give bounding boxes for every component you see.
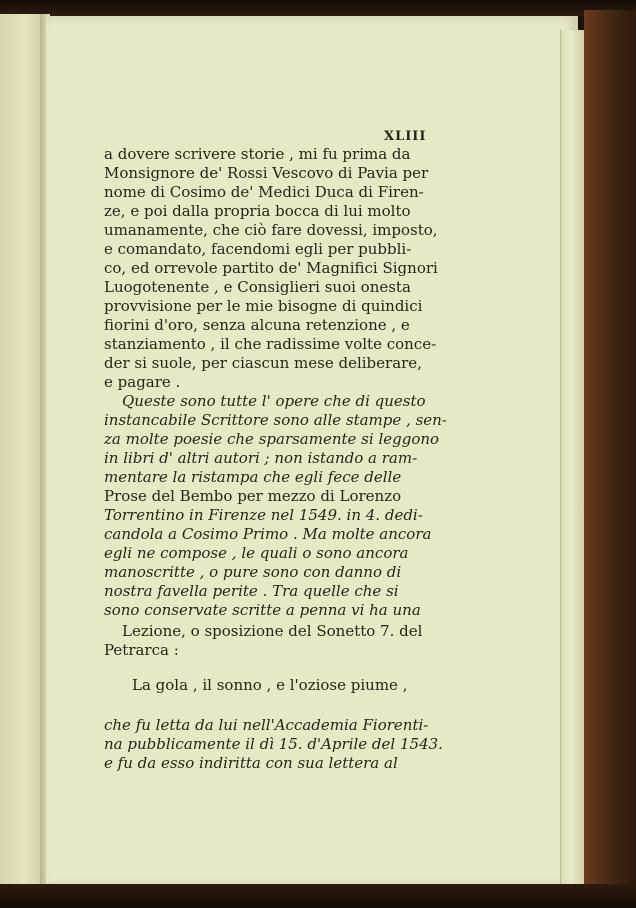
book-cover-top [0, 0, 636, 16]
text-line: manoscritte , o pure sono con danno di [104, 563, 402, 581]
text-line: a dovere scrivere storie , mi fu prima da [104, 145, 411, 163]
text-line: Monsignore de' Rossi Vescovo di Pavia per [104, 164, 429, 182]
page-fore-edge [560, 30, 587, 885]
text-line: e fu da esso indiritta con sua lettera al [104, 754, 398, 772]
text-line: e comandato, facendomi egli per pubbli- [104, 240, 412, 258]
text-line: Lezione, o sposizione del Sonetto 7. del [122, 622, 423, 640]
text-line: stanziamento , il che radissime volte conce- [104, 335, 437, 353]
quoted-verse: La gola , il sonno , e l'oziose piume , [132, 676, 408, 694]
text-line: che fu letta da lui nell'Accademia Fiorenti- [104, 716, 429, 734]
text-line: za molte poesie che sparsamente si leggono [104, 430, 440, 448]
text-line: candola a Cosimo Primo . Ma molte ancora [104, 525, 432, 543]
text-line: in libri d' altri autori ; non istando a ram- [104, 449, 418, 467]
book-cover-bottom [0, 884, 636, 908]
text-line: co, ed orrevole partito de' Magnifici Signori [104, 259, 438, 277]
text-line: ze, e poi dalla propria bocca di lui molto [104, 202, 411, 220]
text-line: sono conservate scritte a penna vi ha una [104, 601, 421, 619]
text-line: Prose del Bembo per mezzo di Lorenzo [104, 487, 402, 505]
text-line: Torrentino in Firenze nel 1549. in 4. dedi- [104, 506, 423, 524]
text-line: provvisione per le mie bisogne di quindici [104, 297, 423, 315]
facing-page-edge [0, 14, 44, 884]
text-line: Petrarca : [104, 641, 179, 659]
book-cover-edge [584, 10, 636, 900]
text-line: nome di Cosimo de' Medici Duca di Firen- [104, 183, 424, 201]
text-line: na pubblicamente il dì 15. d'Aprile del 1543. [104, 735, 443, 753]
text-line: Queste sono tutte l' opere che di questo [122, 392, 426, 410]
text-line: instancabile Scrittore sono alle stampe , sen- [104, 411, 447, 429]
text-line: mentare la ristampa che egli fece delle [104, 468, 402, 486]
text-line: nostra favella perite . Tra quelle che si [104, 582, 399, 600]
text-line: umanamente, che ciò fare dovessi, imposto, [104, 221, 438, 239]
text-line: egli ne compose , le quali o sono ancora [104, 544, 409, 562]
page-number: XLIII [384, 129, 427, 144]
text-line: e pagare . [104, 373, 181, 391]
text-line: der si suole, per ciascun mese deliberare, [104, 354, 422, 372]
text-line: fiorini d'oro, senza alcuna retenzione , e [104, 316, 410, 334]
text-line: Luogotenente , e Consiglieri suoi onesta [104, 278, 411, 296]
